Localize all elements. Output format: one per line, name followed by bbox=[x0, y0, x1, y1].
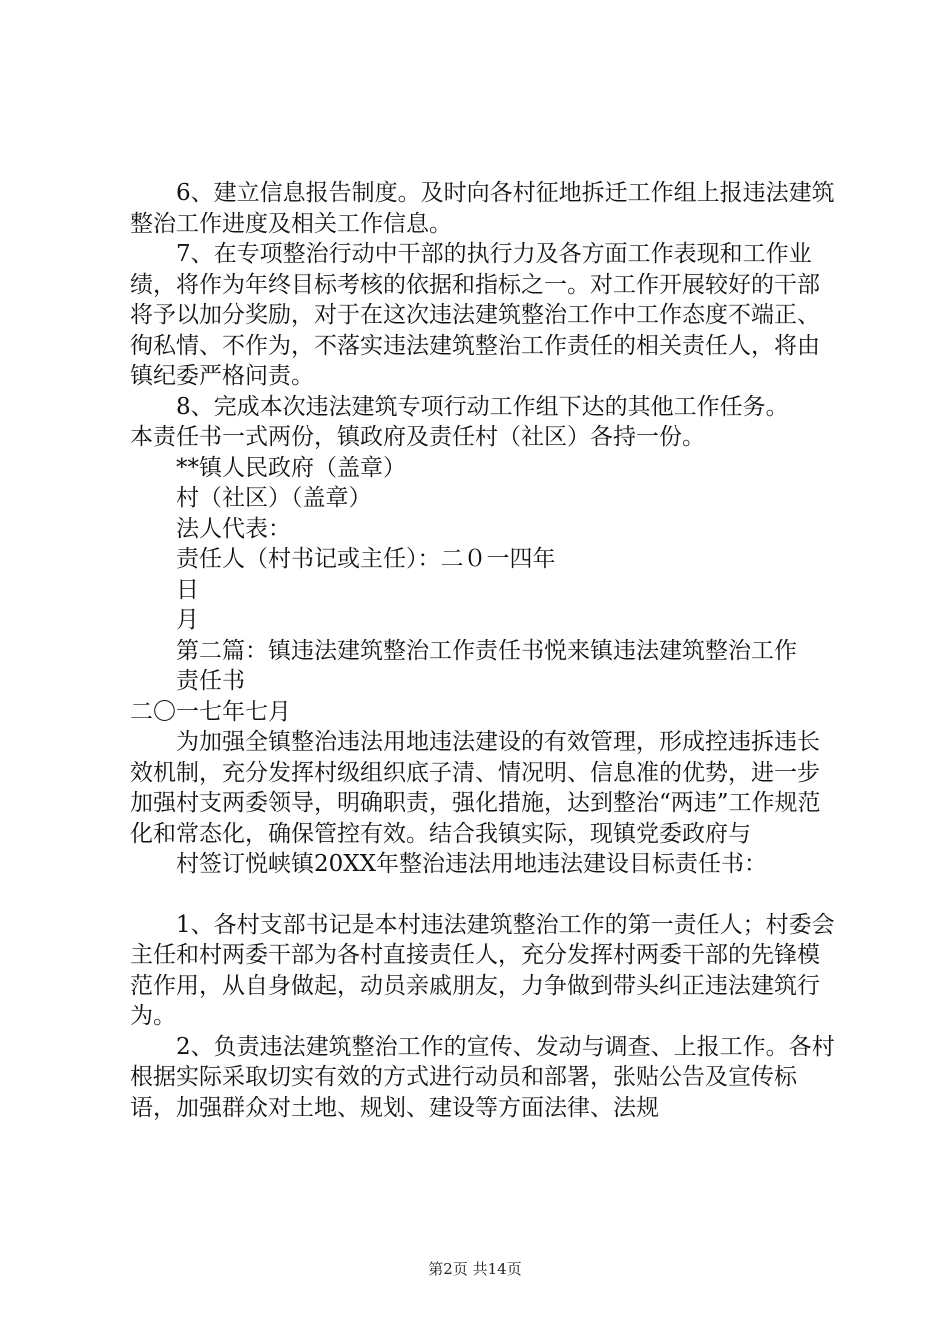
section-subtitle: 责任书 bbox=[176, 668, 245, 694]
signature-month: 月 bbox=[176, 607, 199, 633]
document-body bbox=[130, 178, 842, 1123]
signature-village: 村（社区）（盖章） bbox=[176, 485, 372, 511]
agreement-line: 村签订悦峡镇20XX年整治违法用地违法建设目标责任书： bbox=[176, 851, 768, 877]
paragraph-item-8: 8、完成本次违法建筑专项行动工作组下达的其他工作任务。 bbox=[176, 393, 789, 420]
signature-responsible-person: 责任人（村书记或主任）：二０一四年 bbox=[176, 546, 556, 572]
signature-legal-rep: 法人代表： bbox=[176, 515, 291, 542]
intro-paragraph: 为加强全镇整治违法用地违法建设的有效管理，形成控违拆违长效机制，充分发挥村级组织底子清、情况明、信息准的优势，进一步加强村支两委领导，明确职责，强化措施，达到整治“两违”工作规范化和常态化，确保管控有效。结合我镇实际，现镇党委政府与 bbox=[130, 729, 821, 847]
duty-item-1: 1、各村支部书记是本村违法建筑整治工作的第一责任人；村委会主任和村两委干部为各村直接责任人，充分发挥村两委干部的先锋模范作用，从自身做起，动员亲戚朋友，力争做到带头纠正违法建筑行为。 bbox=[130, 911, 835, 1029]
copies-statement: 本责任书一式两份，镇政府及责任村（社区）各持一份。 bbox=[130, 424, 705, 450]
section-title: 第二篇：镇违法建筑整治工作责任书悦来镇违法建筑整治工作 bbox=[176, 637, 797, 664]
duty-item-2: 2、负责违法建筑整治工作的宣传、发动与调查、上报工作。各村根据实际采取切实有效的方式进行动员和部署，张贴公告及宣传标语，加强群众对土地、规划、建设等方面法律、法规 bbox=[130, 1033, 835, 1121]
section-date: 二〇一七年七月 bbox=[130, 698, 291, 725]
signature-government: **镇人民政府（盖章） bbox=[176, 454, 406, 481]
paragraph-item-6: 6、建立信息报告制度。及时向各村征地拆迁工作组上报违法建筑整治工作进度及相关工作信息。 bbox=[130, 180, 835, 237]
signature-day: 日 bbox=[176, 576, 199, 603]
paragraph-item-7: 7、在专项整治行动中干部的执行力及各方面工作表现和工作业绩，将作为年终目标考核的依据和指标之一。对工作开展较好的干部将予以加分奖励，对于在这次违法建筑整治工作中工作态度不端正、徇私情、不作为，不落实违法建筑整治工作责任的相关责任人，将由镇纪委严格问责。 bbox=[130, 241, 820, 389]
page-footer: 第2页 共14页 bbox=[428, 1260, 522, 1278]
